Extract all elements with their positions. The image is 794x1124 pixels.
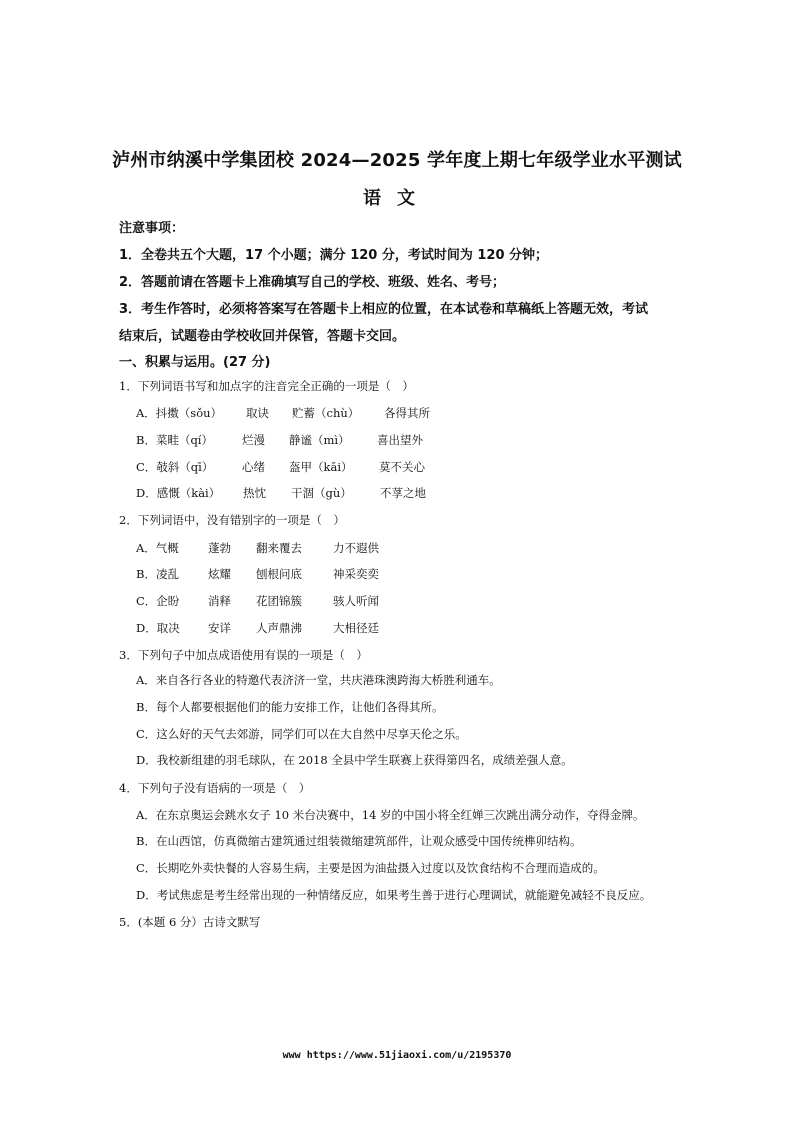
option-line: B．在山西馆，仿真微缩古建筑通过组装微缩建筑部件，让观众感受中国传统榫卯结构。 xyxy=(136,834,582,848)
question-stem: 1．下列词语书写和加点字的注音完全正确的一项是（ ） xyxy=(119,379,414,393)
option-cell: 神采奕奕 xyxy=(333,567,379,581)
document-title: 泸州市纳溪中学集团校 2024—2025 学年度上期七年级学业水平测试 xyxy=(112,150,682,171)
notice-heading: 注意事项： xyxy=(119,221,185,236)
notice-item: 3．考生作答时，必须将答案写在答题卡上相应的位置，在本试卷和草稿纸上答题无效，考试 xyxy=(119,302,649,317)
option-cell: 炫耀 xyxy=(208,567,231,581)
option-cell: 莫不关心 xyxy=(379,460,425,474)
option-line: D．考试焦虑是考生经常出现的一种情绪反应，如果考生善于进行心理调试，就能避免减轻不良反应。 xyxy=(136,888,652,902)
option-cell: 翻来覆去 xyxy=(256,541,302,555)
option-cell: D．取决 xyxy=(136,621,180,635)
footer-url[interactable]: www https://www.51jiaoxi.com/u/2195370 xyxy=(282,1050,512,1061)
option-cell: A．抖擞（sǒu） xyxy=(136,406,223,420)
option-cell: 骇人听闻 xyxy=(333,594,379,608)
option-cell: 刨根问底 xyxy=(256,567,302,581)
option-cell: 取诀 xyxy=(246,406,269,420)
option-line: B．每个人都要根据他们的能力安排工作，让他们各得其所。 xyxy=(136,700,444,714)
option-cell: 喜出望外 xyxy=(377,433,423,447)
notice-item: 1．全卷共五个大题，17 个小题；满分 120 分，考试时间为 120 分钟； xyxy=(119,248,549,263)
option-cell: 力不遐供 xyxy=(333,541,379,555)
option-cell: 烂漫 xyxy=(242,433,265,447)
question-stem: 5．(本题 6 分）古诗文默写 xyxy=(119,915,261,929)
option-line: C．这么好的天气去郊游，同学们可以在大自然中尽享天伦之乐。 xyxy=(136,727,467,741)
option-cell: B．菜畦（qí） xyxy=(136,433,213,447)
option-line: A．在东京奥运会跳水女子 10 米台决赛中，14 岁的中国小将全红婵三次跳出满分动作，夺得金牌。 xyxy=(136,808,645,822)
question-stem: 4．下列句子没有语病的一项是（ ） xyxy=(119,781,311,795)
notice-item: 2．答题前请在答题卡上准确填写自己的学校、班级、姓名、考号； xyxy=(119,275,506,290)
option-cell: 安详 xyxy=(208,621,231,635)
option-cell: 静谧（mì） xyxy=(289,433,350,447)
option-cell: B．凌乱 xyxy=(136,567,179,581)
option-cell: 花团锦簇 xyxy=(256,594,302,608)
question-stem: 2．下列词语中，没有错别字的一项是（ ） xyxy=(119,513,345,527)
option-cell: 消释 xyxy=(208,594,231,608)
option-line: D．我校新组建的羽毛球队，在 2018 全县中学生联赛上获得第四名，成绩差强人意。 xyxy=(136,753,573,767)
option-cell: 热忱 xyxy=(243,486,266,500)
option-line: C．长期吃外卖快餐的人容易生病，主要是因为油盐摄入过度以及饮食结构不合理而造成的。 xyxy=(136,861,605,875)
question-stem: 3．下列句子中加点成语使用有误的一项是（ ） xyxy=(119,648,368,662)
option-line: A．来自各行各业的特邀代表济济一堂，共庆港珠澳跨海大桥胜利通车。 xyxy=(136,673,501,687)
option-cell: 心绪 xyxy=(242,460,265,474)
option-cell: 人声鼎沸 xyxy=(256,621,302,635)
option-cell: 不莩之地 xyxy=(380,486,426,500)
option-cell: 盔甲（kāi） xyxy=(289,460,353,474)
option-cell: C．企盼 xyxy=(136,594,180,608)
notice-item: 结束后，试题卷由学校收回并保管，答题卡交回。 xyxy=(119,329,406,344)
subject-title: 语文 xyxy=(363,188,431,209)
option-cell: A．气概 xyxy=(136,541,179,555)
option-cell: 贮蓄（chù） xyxy=(292,406,360,420)
option-cell: 干涸（gù） xyxy=(291,486,352,500)
option-cell: 大相径廷 xyxy=(333,621,379,635)
option-cell: 各得其所 xyxy=(384,406,430,420)
section-heading: 一、积累与运用。(27 分) xyxy=(119,355,271,370)
option-cell: D．感慨（kài） xyxy=(136,486,221,500)
option-cell: 蓬勃 xyxy=(208,541,231,555)
option-cell: C．攲斜（qī） xyxy=(136,460,214,474)
